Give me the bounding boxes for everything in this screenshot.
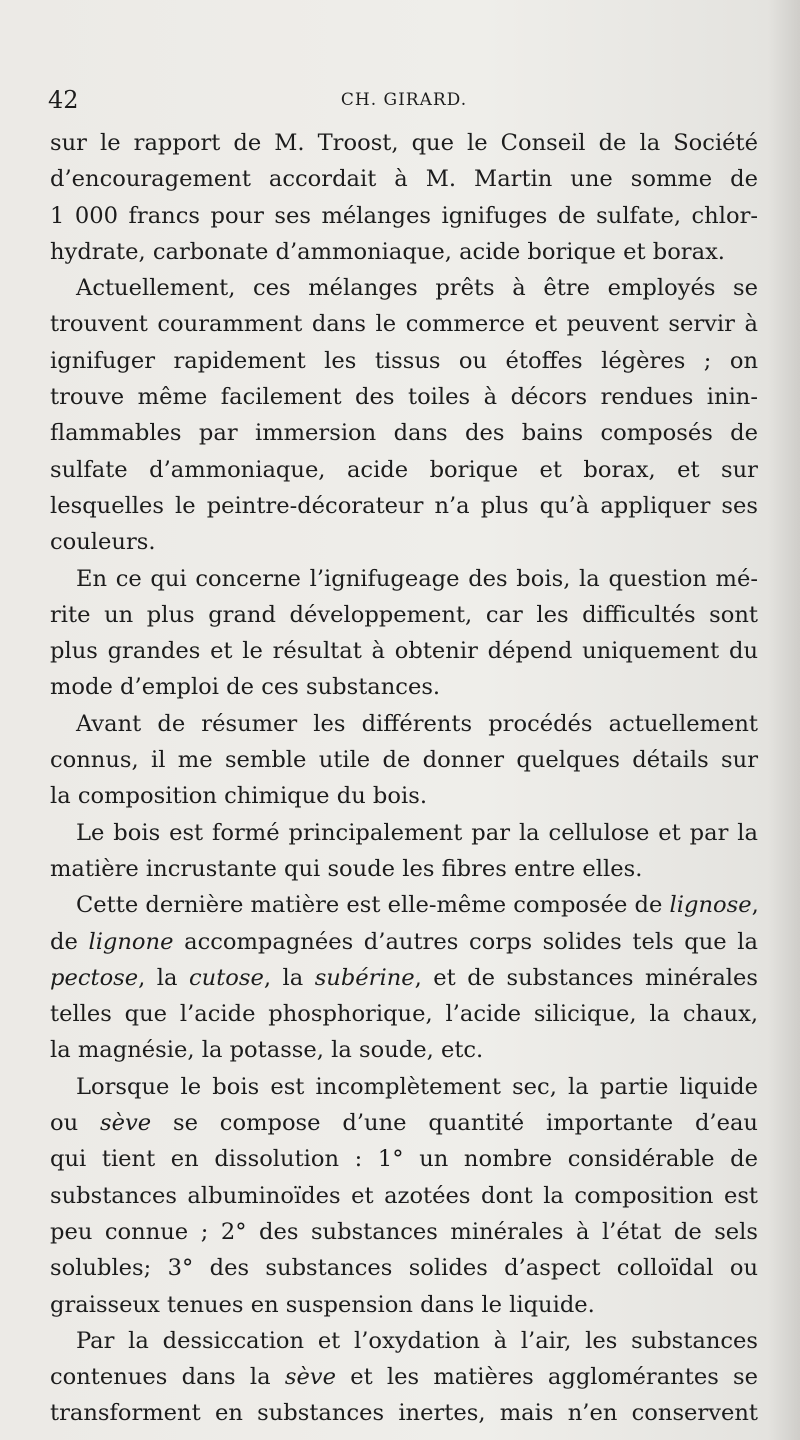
text-segment: Par la dessiccation et l’oxydation à l’air, les substances xyxy=(76,1327,758,1354)
text-line xyxy=(50,125,758,161)
text-line xyxy=(50,379,758,415)
text-segment: rite un plus grand développement, car les difficultés sont xyxy=(50,601,758,628)
text-line xyxy=(50,234,758,270)
text-line xyxy=(50,1359,758,1395)
text-segment: sulfate d’ammoniaque, acide borique et borax, et sur xyxy=(50,456,758,483)
text-segment: Actuellement, ces mélanges prêts à être employés se xyxy=(76,275,758,302)
text-segment: , et de substances minérales xyxy=(414,964,758,991)
text-segment: Le bois est formé principalement par la cellulose et par la xyxy=(76,819,758,846)
text-segment: matière incrustante qui soude les fibres entre elles. xyxy=(50,855,643,882)
text-line xyxy=(50,1105,758,1141)
text-line xyxy=(50,669,758,705)
text-line xyxy=(50,343,758,379)
text-segment: mode d’emploi de ces substances. xyxy=(50,674,441,701)
text-line xyxy=(50,815,758,851)
text-segment: la composition chimique du bois. xyxy=(50,783,428,810)
text-segment: , la xyxy=(263,964,315,991)
italic-term: subérine xyxy=(314,964,415,991)
text-line xyxy=(50,996,758,1032)
page-header xyxy=(48,86,760,122)
text-line xyxy=(50,488,758,524)
text-line xyxy=(50,1323,758,1359)
text-segment: et les matières agglomérantes se xyxy=(335,1364,758,1391)
text-segment: hydrate, carbonate d’ammoniaque, acide borique et borax. xyxy=(50,238,725,265)
text-line xyxy=(50,597,758,633)
text-segment: plus grandes et le résultat à obtenir dépend uniquement du xyxy=(50,638,758,665)
text-segment: Avant de résumer les différents procédés actuellement xyxy=(76,710,758,737)
italic-term: lignone xyxy=(88,928,174,955)
text-segment: flammables par immersion dans des bains composés de xyxy=(50,420,758,447)
text-line xyxy=(50,706,758,742)
text-segment: 1 000 francs pour ses mélanges ignifuges de sulfate, chlor- xyxy=(50,202,758,229)
italic-term: sève xyxy=(100,1110,152,1137)
text-segment: se compose d’une quantité importante d’eau xyxy=(151,1110,758,1137)
text-line xyxy=(50,633,758,669)
text-line xyxy=(50,1178,758,1214)
text-segment: , xyxy=(751,892,759,919)
body-text xyxy=(50,125,758,1432)
text-segment: En ce qui concerne l’ignifugeage des bois, la question mé- xyxy=(76,565,758,592)
text-line xyxy=(50,1069,758,1105)
text-segment: graisseux tenues en suspension dans le liquide. xyxy=(50,1291,595,1318)
text-segment: solubles; 3° des substances solides d’aspect colloïdal ou xyxy=(50,1255,758,1282)
text-line xyxy=(50,851,758,887)
text-line xyxy=(50,1214,758,1250)
text-segment: trouvent couramment dans le commerce et peuvent servir à xyxy=(50,311,758,338)
text-segment: de xyxy=(50,928,89,955)
text-line xyxy=(50,1395,758,1431)
text-segment: substances albuminoïdes et azotées dont la composition est xyxy=(50,1182,758,1209)
text-segment: transforment en substances inertes, mais n’en conservent xyxy=(50,1400,758,1427)
text-segment: connus, il me semble utile de donner quelques détails sur xyxy=(50,747,758,774)
text-line xyxy=(50,742,758,778)
italic-term: pectose xyxy=(50,964,139,991)
text-line xyxy=(50,924,758,960)
text-line xyxy=(50,452,758,488)
text-segment: peu connue ; 2° des substances minérales à l’état de sels xyxy=(50,1218,758,1245)
text-line xyxy=(50,1250,758,1286)
text-segment: Lorsque le bois est incomplètement sec, la partie liquide xyxy=(76,1073,758,1100)
italic-term: cutose xyxy=(188,964,264,991)
page-number: 42 xyxy=(48,86,79,114)
text-line xyxy=(50,1141,758,1177)
text-line xyxy=(50,524,758,560)
text-segment: Cette dernière matière est elle-même composée de xyxy=(76,892,670,919)
text-segment: sur le rapport de M. Troost, que le Conseil de la Société xyxy=(50,130,758,156)
text-line xyxy=(50,561,758,597)
italic-term: lignose xyxy=(669,892,752,919)
text-line xyxy=(50,415,758,451)
text-line xyxy=(50,1287,758,1323)
text-line xyxy=(50,306,758,342)
text-segment: accompagnées d’autres corps solides tels que la xyxy=(173,928,758,955)
text-line xyxy=(50,198,758,234)
text-line xyxy=(50,1032,758,1068)
text-segment: couleurs. xyxy=(50,529,156,556)
text-segment: telles que l’acide phosphorique, l’acide silicique, la chaux, xyxy=(50,1001,758,1028)
text-segment: , la xyxy=(138,964,189,991)
text-line xyxy=(50,960,758,996)
running-head: CH. GIRARD. xyxy=(340,90,468,110)
text-line xyxy=(50,778,758,814)
text-line xyxy=(50,270,758,306)
text-segment: ignifuger rapidement les tissus ou étoffes légères ; on xyxy=(50,347,758,374)
text-segment: ou xyxy=(50,1110,101,1137)
text-line xyxy=(50,161,758,197)
text-segment: trouve même facilement des toiles à décors rendues inin- xyxy=(50,384,758,411)
text-segment: qui tient en dissolution : 1° un nombre considérable de xyxy=(50,1146,758,1173)
text-line xyxy=(50,887,758,923)
text-segment: d’encouragement accordait à M. Martin une somme de xyxy=(50,166,758,193)
text-segment: la magnésie, la potasse, la soude, etc. xyxy=(50,1037,484,1064)
text-segment: lesquelles le peintre-décorateur n’a plus qu’à appliquer ses xyxy=(50,492,758,519)
text-segment: contenues dans la xyxy=(50,1364,285,1391)
italic-term: sève xyxy=(284,1364,336,1391)
